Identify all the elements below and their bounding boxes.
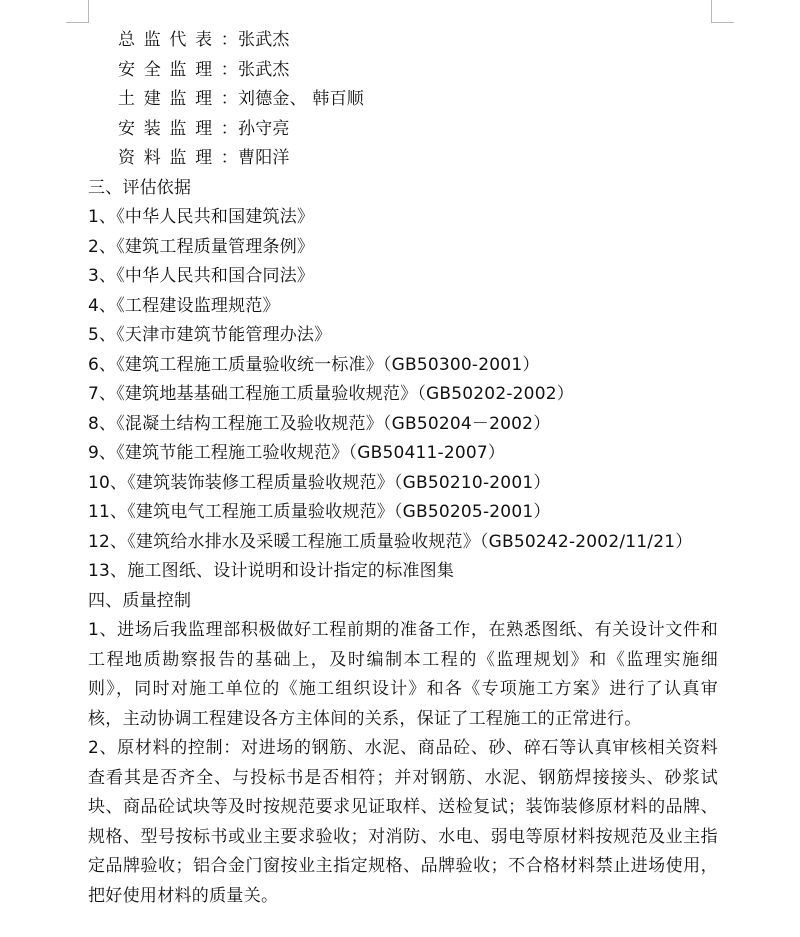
crop-mark-top-right	[711, 22, 734, 23]
staff-role: 安装监理：	[118, 118, 238, 139]
staff-role: 资料监理：	[118, 148, 238, 168]
staff-name: 张武杰	[238, 59, 290, 80]
body-paragraph: 1、进场后我监理部积极做好工程前期的准备工作，在熟悉图纸、有关设计文件和工程地质勘察报告的基础上，及时编制本工程的《监理规划》和《监理实施细则》，同时对施工单位的《施工组织设计》和各《专项施工方案》进行了认真审核，主动协调工程建设各方主体间的关系，保证了工程施工的正常进行。	[88, 620, 718, 729]
body-paragraph: 2、原材料的控制：对进场的钢筋、水泥、商品砼、砂、碎石等认真审核相关资料查看其是否齐全、与投标书是否相符；并对钢筋、水泥、钢筋焊接接头、砂浆试块、商品砼试块等及时按规范要求见证取样、送检复试；装饰装修原材料的品牌、规格、型号按标书或业主要求验收；对消防、水电、弱电等原材料按规范及业主指定品牌验收；铝合金门窗按业主指定规格、品牌验收；不合格材料禁止进场使用，把好使用材料的质量关。	[88, 738, 718, 906]
reference-item: 6、《建筑工程施工质量验收统一标准》（GB50300-2001）	[88, 354, 540, 375]
staff-role: 总监代表：	[118, 30, 238, 50]
document-body	[88, 26, 718, 911]
staff-line	[88, 144, 718, 174]
section-heading: 四、质量控制	[88, 590, 192, 611]
reference-item: 8、《混凝土结构工程施工及验收规范》（GB50204－2002）	[88, 413, 551, 434]
reference-item: 11、《建筑电气工程施工质量验收规范》（GB50205-2001）	[88, 502, 551, 522]
reference-item: 7、《建筑地基基础工程施工质量验收规范》（GB50202-2002）	[88, 384, 574, 404]
reference-item: 9、《建筑节能工程施工验收规范》（GB50411-2007）	[88, 443, 506, 463]
reference-item: 5、《天津市建筑节能管理办法》	[88, 325, 332, 345]
staff-line	[88, 56, 718, 86]
staff-role: 土建监理：	[118, 89, 238, 109]
staff-line	[88, 26, 718, 56]
staff-name: 孙守亮	[238, 118, 290, 139]
reference-item: 4、《工程建设监理规范》	[88, 295, 280, 316]
reference-item: 12、《建筑给水排水及采暖工程施工质量验收规范》（GB50242-2002/11/21）	[88, 531, 693, 552]
reference-item: 1、《中华人民共和国建筑法》	[88, 207, 315, 227]
reference-item: 3、《中华人民共和国合同法》	[88, 266, 315, 286]
crop-mark-top-left	[66, 22, 89, 23]
reference-item: 10、《建筑装饰装修工程质量验收规范》（GB50210-2001）	[88, 472, 551, 493]
reference-item: 13、施工图纸、设计说明和设计指定的标准图集	[88, 561, 455, 581]
staff-name: 曹阳洋	[238, 148, 290, 168]
staff-line	[88, 115, 718, 145]
staff-role: 安全监理：	[118, 59, 238, 80]
crop-mark-top-right	[711, 0, 712, 22]
staff-name: 张武杰	[238, 30, 290, 50]
crop-mark-top-left	[88, 0, 89, 22]
staff-name: 刘德金、 韩百顺	[238, 89, 365, 109]
staff-line	[88, 85, 718, 115]
section-heading: 三、评估依据	[88, 177, 192, 198]
reference-item: 2、《建筑工程质量管理条例》	[88, 236, 315, 257]
